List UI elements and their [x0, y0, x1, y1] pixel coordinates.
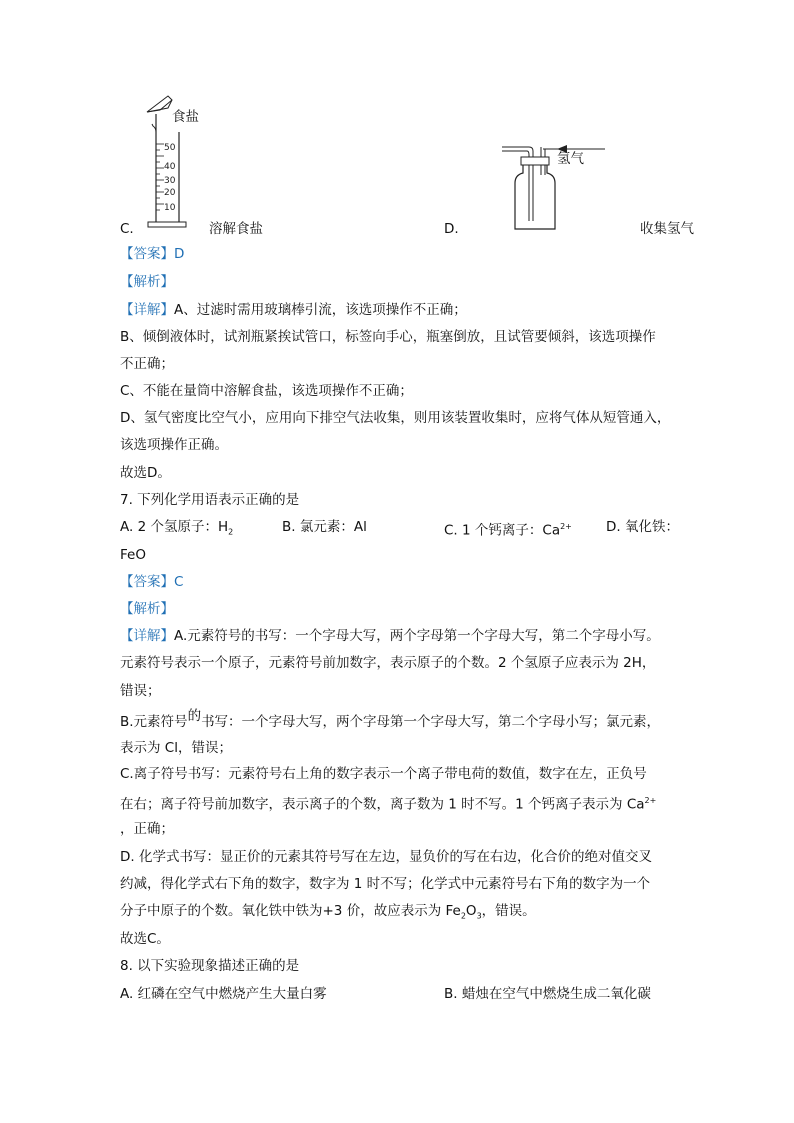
- q7-line-c1: C.离子符号书写：元素符号右上角的数字表示一个离子带电荷的数值，数字在左，正负号: [120, 766, 647, 782]
- q6-line-c: C、不能在量筒中溶解食盐，该选项操作不正确；: [120, 383, 413, 399]
- q6-answer: 【答案】D: [120, 246, 185, 262]
- q7-line-b2: 表示为 Cl，错误；: [120, 740, 232, 756]
- q7-line-a2: 元素符号表示一个原子，元素符号前加数字，表示原子的个数。2 个氢原子应表示为 2H，: [120, 655, 656, 671]
- option-d-figure-letter: D.: [444, 221, 459, 237]
- option-d-caption: 收集氢气: [640, 221, 694, 237]
- q7-option-c: C. 1 个钙离子：$Ca^{2+}$: [444, 522, 572, 539]
- q6-line-b2: 不正确；: [120, 356, 174, 372]
- q7-line-c2: 在右；离子符号前加数字，表示离子的个数，离子数为 1 时不写。1 个钙离子表示为 $Ca^{2+}$: [120, 796, 657, 813]
- scale-mark-30: 30: [164, 176, 176, 186]
- q6-line-d1: D、氢气密度比空气小，应用向下排空气法收集，则用该装置收集时，应将气体从短管通入，: [120, 410, 671, 426]
- option-c-caption: 溶解食盐: [209, 221, 263, 237]
- q6-detail-a: 【详解】A、过滤时需用玻璃棒引流，该选项操作不正确；: [120, 302, 467, 318]
- scale-mark-50: 50: [164, 143, 176, 153]
- hydrogen-label: 氢气: [557, 151, 584, 167]
- q8-option-a: A. 红磷在空气中燃烧产生大量白雾: [120, 986, 327, 1002]
- q7-option-b: B. 氯元素：Al: [282, 519, 367, 535]
- option-c-figure-letter: C.: [120, 221, 134, 237]
- q7-line-a3: 错误；: [120, 683, 161, 699]
- q7-line-a1: 【详解】A.元素符号的书写：一个字母大写，两个字母第一个字母大写，第二个字母小写。: [120, 628, 660, 644]
- q6-line-b1: B、倾倒液体时，试剂瓶紧挨试管口，标签向手心，瓶塞倒放，且试管要倾斜，该选项操作: [120, 329, 656, 345]
- q8-stem: 8. 以下实验现象描述正确的是: [120, 958, 300, 974]
- scale-mark-10: 10: [164, 203, 176, 213]
- scale-mark-40: 40: [164, 162, 176, 172]
- q6-detail-tag: 【详解】: [120, 302, 174, 318]
- q7-stem: 7. 下列化学用语表示正确的是: [120, 492, 300, 508]
- q7-detail-tag: 【详解】: [120, 628, 174, 644]
- q8-option-b: B. 蜡烛在空气中燃烧生成二氧化碳: [444, 986, 651, 1002]
- q7-conclusion: 故选C。: [120, 931, 170, 947]
- q7-line-c3: ，正确；: [120, 821, 174, 837]
- q7-line-b1: B.元素符号的书写：一个字母大写，两个字母第一个字母大写，第二个字母小写；氯元素，: [120, 708, 661, 730]
- scale-mark-20: 20: [164, 188, 176, 198]
- q7-line-d1: D. 化学式书写：显正价的元素其符号写在左边，显负价的写在右边，化合价的绝对值交叉: [120, 849, 652, 865]
- q7-option-d-formula: FeO: [120, 547, 146, 563]
- q6-analysis-heading: 【解析】: [120, 274, 174, 290]
- salt-label: 食盐: [172, 109, 199, 125]
- q7-option-d: D. 氧化铁：: [606, 519, 679, 535]
- gas-bottle-figure: [495, 135, 615, 235]
- q6-line-d2: 该选项操作正确。: [120, 437, 228, 453]
- q6-conclusion: 故选D。: [120, 465, 171, 481]
- q7-line-d3: 分子中原子的个数。氧化铁中铁为+3 价，故应表示为 $Fe_2O_3$，错误。: [120, 903, 536, 921]
- q7-answer: 【答案】C: [120, 574, 184, 590]
- q7-analysis-heading: 【解析】: [120, 601, 174, 617]
- q7-option-a: A. 2 个氢原子：$H_2$: [120, 519, 234, 537]
- q7-line-d2: 约减，得化学式右下角的数字，数字为 1 时不写；化学式中元素符号右下角的数字为一个: [120, 876, 651, 892]
